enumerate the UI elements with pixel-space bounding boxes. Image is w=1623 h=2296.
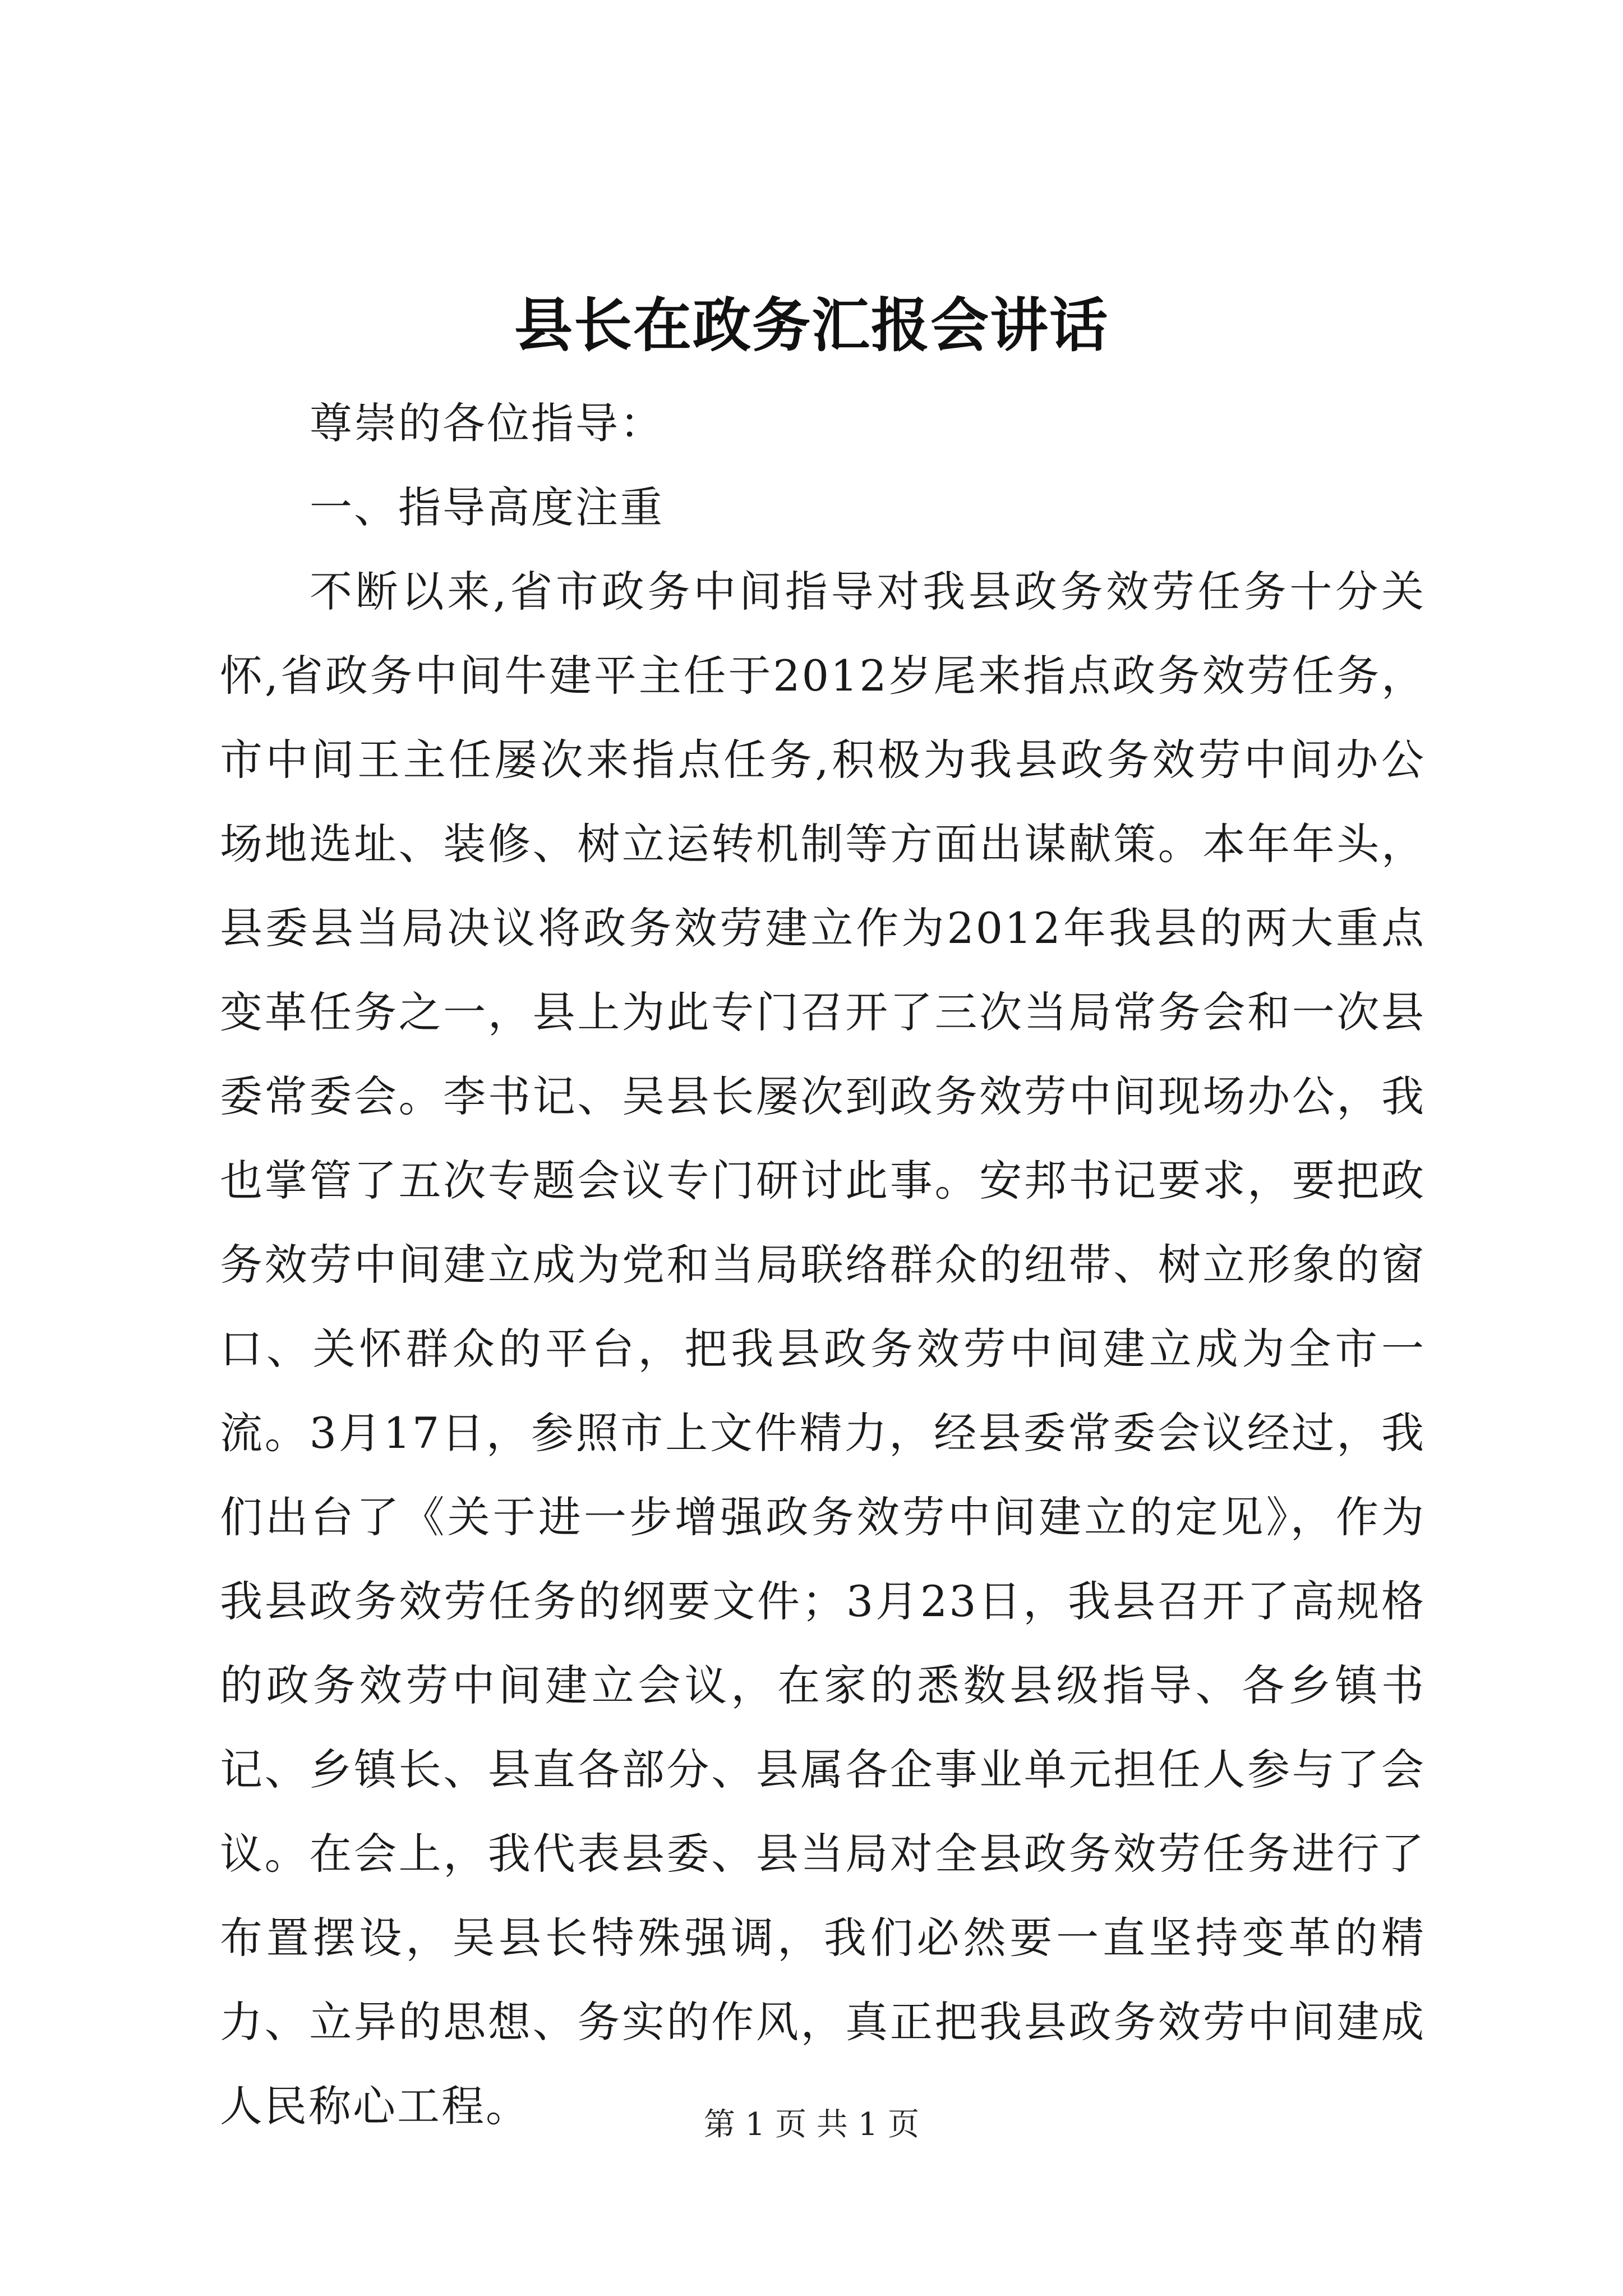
body-paragraph: 不断以来,省市政务中间指导对我县政务效劳任务十分关怀,省政务中间牛建平主任于2012岁尾来指点政务效劳任务，市中间王主任屡次来指点任务,积极为我县政务效劳中间办公场地选址、装修、树立运转机制等方面出谋献策。本年年头，县委县当局决议将政务效劳建立作为2012年我县的两大重点变革任务之一，县上为此专门召开了三次当局常务会和一次县委常委会。李书记、吴县长屡次到政务效劳中间现场办公，我也掌管了五次专题会议专门研讨此事。安邦书记要求，要把政务效劳中间建立成为党和当局联络群众的纽带、树立形象的窗口、关怀群众的平台，把我县政务效劳中间建立成为全市一流。3月17日，参照市上文件精力，经县委常委会议经过，我们出台了《关于进一步增强政务效劳中间建立的定见》，作为我县政务效劳任务的纲要文件；3月23日，我县召开了高规格的政务效劳中间建立会议，在家的悉数县级指导、各乡镇书记、乡镇长、县直各部分、县属各企事业单元担任人参与了会议。在会上，我代表县委、县当局对全县政务效劳任务进行了布置摆设，吴县长特殊强调，我们必然要一直坚持变革的精力、立异的思想、务实的作风，真正把我县政务效劳中间建成人民称心工程。: [220, 567, 1426, 2131]
document-title: 县长在政务汇报会讲话: [514, 291, 1109, 360]
section-heading: 一、指导高度注重: [310, 482, 664, 532]
page-number-footer: 第 1 页 共 1 页: [703, 2106, 920, 2143]
salutation-paragraph: 尊崇的各位指导：: [310, 398, 664, 448]
document-body: [220, 381, 1426, 2148]
